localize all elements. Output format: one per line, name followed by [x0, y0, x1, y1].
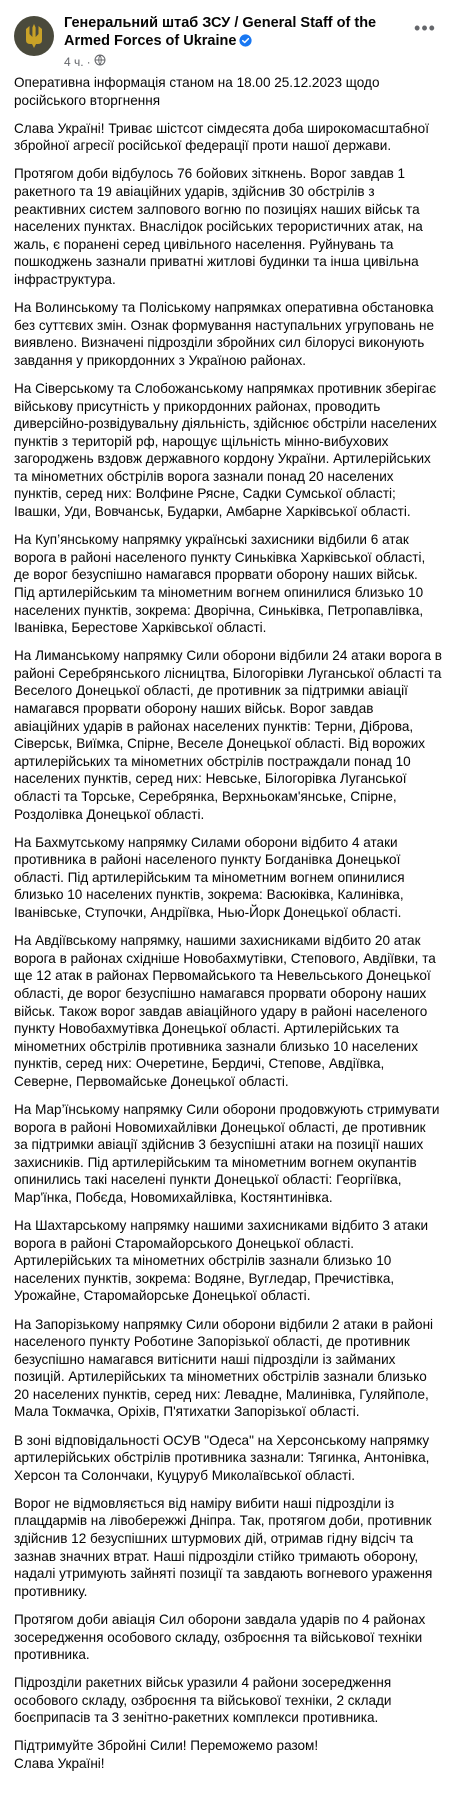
- paragraph-summary: Протягом доби відбулось 76 бойових зіткнень. Ворог завдав 1 ракетного та 19 авіаційних ударів, здійснив 30 обстрілів з реактивних систем залпового вогню по позиціях наших військ та населених пунктах. Внаслідок російських терористичних атак, на жаль, є поранені серед цивільного населення. Руйнувань та пошкоджень зазнали приватні житлові будинки та інша цивільна інфраструктура.: [14, 166, 423, 287]
- post-meta: [64, 54, 406, 69]
- paragraph-siversk-slobozhansk: На Сіверському та Слобожанському напрямках противник зберігає військову присутність у прикордонних районах, проводить диверсійно-розвідувальну діяльність, здійснює обстріли населених пунктів з територій рф, нарощує щільність мінно-вибухових загороджень вздовж державного кордону України. Артилерійських та мінометних обстрілів ворога зазнали понад 20 населених пунктів, серед них: Волфине Рясне, Садки Сумської області; Івашки, Уди, Вовчанськ, Бударки, Амбарне Харківської області.: [14, 380, 437, 520]
- paragraph-closing: Підтримуйте Збройні Сили! Переможемо разом! Слава Україні!: [14, 1738, 319, 1772]
- paragraph-zaporizhzhia: На Запорізькому напрямку Сили оборони відбили 2 атаки в районі населеного пункту Роботине Запорізької області, де противник безуспішно намагався витіснити наші підрозділи із займаних позицій. Артилерійських та мінометних обстрілів зазнали близько 20 населених пунктів, серед них: Левадне, Малинівка, Гуляйполе, Мала Токмачка, Оріхів, П'ятихатки Запорізької області.: [14, 1316, 434, 1420]
- post-content: [14, 74, 442, 1773]
- post-timestamp[interactable]: 4 ч.: [64, 54, 84, 69]
- page-avatar[interactable]: [14, 16, 54, 56]
- page-name-line: [64, 14, 406, 52]
- header-text: [64, 14, 442, 69]
- paragraph-kupiansk: На Куп’янському напрямку українські захисники відбили 6 атак ворога в районі населеного пункту Синьківка Харківської області, де ворог безуспішно намагався прорвати оборону наших військ. Під артилерійським та мінометним вогнем опинилися близько 10 населених пунктів, зокрема: Дворічна, Синьківка, Петропавлівка, Іванівка, Берестове Харківської області.: [14, 532, 426, 636]
- paragraph-shakhtarsk: На Шахтарському напрямку нашими захисниками відбито 3 атаки ворога в районі Старомайорського Донецької області. Артилерійських та мінометних обстрілів зазнали близько 10 населених пунктів, зокрема: Водяне, Вугледар, Пречистівка, Урожайне, Старомайорське Донецької області.: [14, 1218, 429, 1304]
- paragraph-avdiivka: На Авдіївському напрямку, нашими захисниками відбито 20 атак ворога в районах східніше Новобахмутівки, Степового, Авдіївки, та ще 12 атак в районах Первомайського та Невельського Донецької області, де ворог безуспішно намагався прорвати оборону наших військ. Також ворог завдав авіаційного удару в районі населеного пункту Новобахмутівка Донецької області. Артилерійських та мінометних обстрілів противника зазнали близько 10 населених пунктів, серед них: Очеретине, Бердичі, Степове, Авдіївка, Северне, Первомайське Донецької області.: [14, 933, 436, 1089]
- paragraph-missile-troops: Підрозділи ракетних військ уразили 4 райони зосередження особового складу, озброєння та військової техніки, 2 склади боєприпасів та 3 зенітно-ракетних комплекси противника.: [14, 1675, 392, 1726]
- paragraph-lyman: На Лиманському напрямку Сили оборони відбили 24 атаки ворога в районі Серебрянського лісництва, Білогорівки Луганської області та Веселого Донецької області, де противник за підтримки авіації намагався прорвати оборону наших військ. Ворог завдав авіаційних ударів в районах населених пунктів: Терни, Діброва, Сіверськ, Виїмка, Спірне, Веселе Донецької області. Від ворожих артилерійських та мінометних обстрілів постраждали понад 10 населених пунктів, серед них: Невське, Білогорівка Луганської області та Торське, Серебрянка, Верхньокам'янське, Спірне, Роздолівка Донецької області.: [14, 648, 442, 822]
- trident-emblem-icon: [22, 23, 46, 49]
- paragraph-volyn-polissia: На Волинському та Поліському напрямках оперативна обстановка без суттєвих змін. Ознак формування наступальних угруповань не виявлено. Визначені підрозділи збройних сил білорусі виконують завдання у прикордонних з Україною районах.: [14, 300, 435, 368]
- paragraph-marinka: На Мар’їнському напрямку Сили оборони продовжують стримувати ворога в районі Новомихайлівки Донецької області, де противник за підтримки авіації здійснив 3 безуспішні атаки на позиції наших захисників. Під артилерійським та мінометним вогнем окупантів опинились такі населені пункти Донецької області: Георгіївка, Мар'їнка, Побєда, Новомихайлівка, Костянтинівка.: [14, 1101, 440, 1205]
- meta-separator: ·: [86, 54, 91, 69]
- paragraph-bakhmut: На Бахмутському напрямку Силами оборони відбито 4 атаки противника в районі населеного пункту Богданівка Донецької області. Під артилерійським та мінометним вогнем опинилися близько 10 населених пунктів, зокрема: Васюківка, Калинівка, Іванівське, Ступочки, Андріївка, Нью-Йорк Донецької області.: [14, 834, 405, 921]
- paragraph-title: Оперативна інформація станом на 18.00 25.12.2023 щодо російського вторгнення: [14, 75, 380, 108]
- page-name-link[interactable]: Генеральний штаб ЗСУ / General Staff of the Armed Forces of Ukraine: [64, 15, 377, 49]
- paragraph-aviation: Протягом доби авіація Сил оборони завдала ударів по 4 районах зосередження особового складу, озброєння та військової техніки противника.: [14, 1611, 426, 1663]
- paragraph-kherson: В зоні відповідальності ОСУВ "Одеса" на Херсонському напрямку артилерійських обстрілів противника зазнали: Тягинка, Антонівка, Херсон та Солончаки, Куцуруб Миколаївської області.: [14, 1432, 430, 1483]
- paragraph-greeting: Слава Україні! Триває шістсот сімдесята доба широкомасштабної збройної агресії російської федерації проти нашої держави.: [14, 120, 429, 154]
- more-options-button[interactable]: [408, 16, 442, 40]
- verified-badge-icon: [239, 34, 252, 52]
- post-header: [14, 14, 442, 69]
- paragraph-dnipro-left-bank: Ворог не відмовляється від наміру вибити наші підрозділи із плацдармів на лівобережжі Дніпра. Так, протягом доби, противник здійснив 12 безуспішних штурмових дій, отримав гідну відсіч та зазнав значних втрат. Наші підрозділи стійко тримають оборону, надалі утримують зайняті позиції та завдають вогневого ураження противнику.: [14, 1495, 433, 1599]
- more-options-icon: •••: [414, 17, 436, 38]
- globe-icon[interactable]: [94, 54, 106, 69]
